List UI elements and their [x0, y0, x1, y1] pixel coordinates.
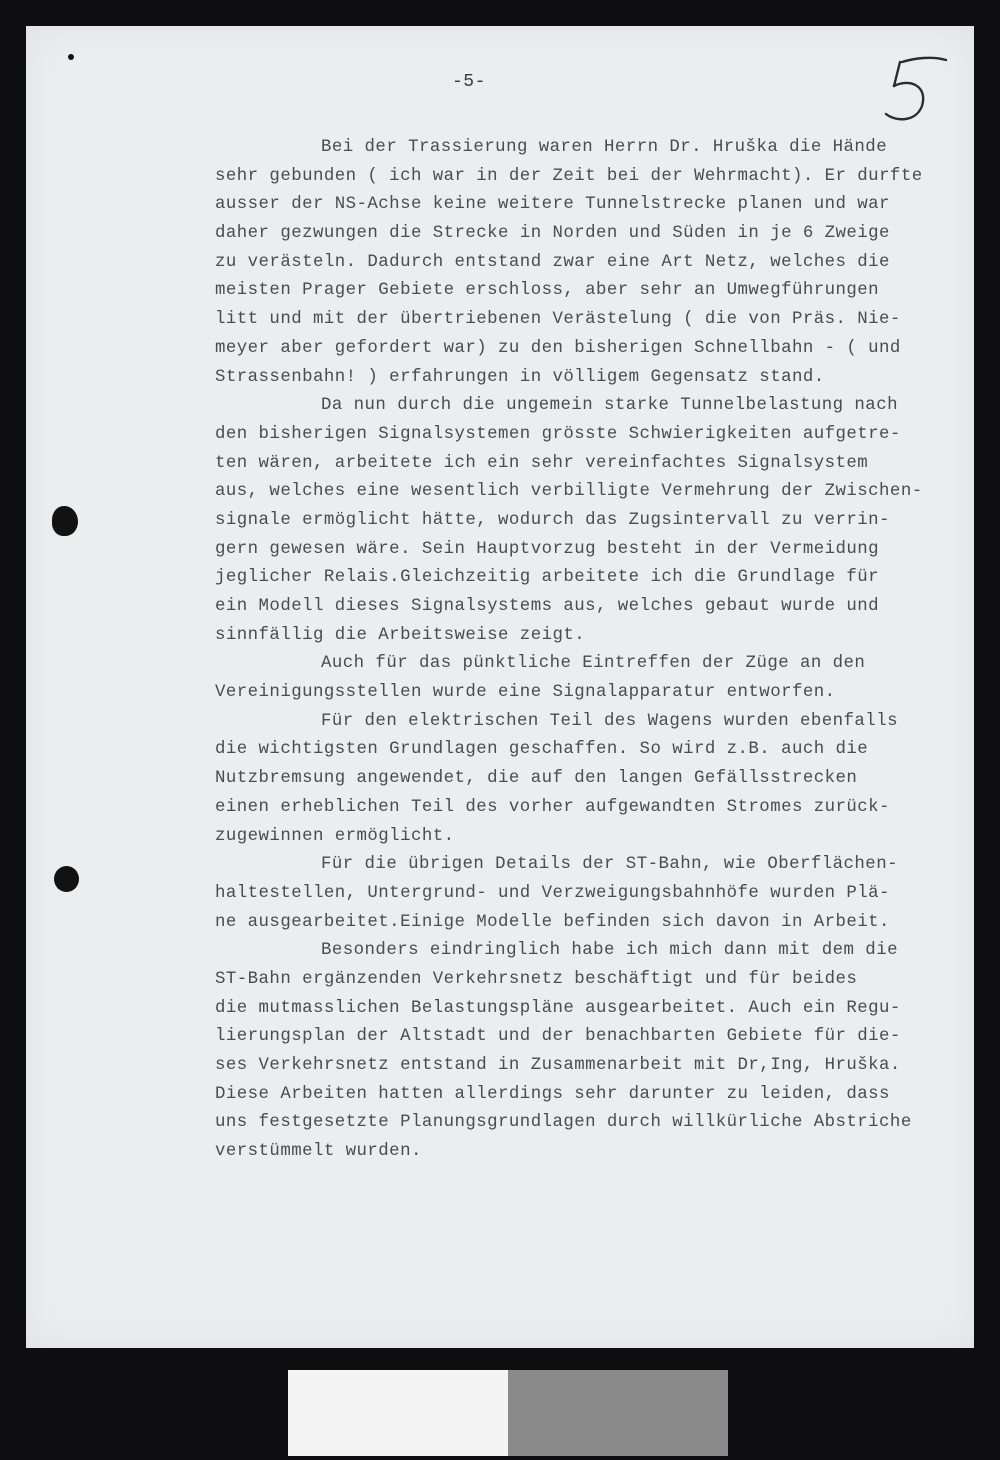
text-line: einen erheblichen Teil des vorher aufgewandten Stromes zurück-: [215, 797, 890, 817]
punch-hole-upper: [52, 506, 78, 536]
typed-body-text: [215, 134, 975, 1167]
text-line: die wichtigsten Grundlagen geschaffen. So wird z.B. auch die: [215, 740, 869, 760]
text-line: zu verästeln. Dadurch entstand zwar eine Art Netz, welches die: [215, 252, 890, 272]
text-line: verstümmelt wurden.: [215, 1142, 422, 1162]
small-ink-dot: [68, 54, 74, 60]
color-swatch-gray: [508, 1370, 728, 1456]
handwritten-page-number: [860, 50, 950, 130]
text-line: Für die übrigen Details der ST-Bahn, wie Oberflächen-: [321, 855, 898, 875]
text-line: Bei der Trassierung waren Herrn Dr. Hruška die Hände: [321, 138, 888, 157]
color-swatch-white: [288, 1370, 508, 1456]
text-line: ten wären, arbeitete ich ein sehr vereinfachtes Signalsystem: [215, 453, 869, 473]
text-line: Da nun durch die ungemein starke Tunnelbelastung nach: [321, 396, 898, 416]
text-line: Auch für das pünktliche Eintreffen der Züge an den: [321, 654, 866, 674]
text-line: meyer aber gefordert war) zu den bisherigen Schnellbahn - ( und: [215, 338, 901, 358]
text-line: sinnfällig die Arbeitsweise zeigt.: [215, 625, 586, 645]
text-line: den bisherigen Signalsystemen grösste Schwierigkeiten aufgetre-: [215, 424, 901, 444]
text-line: haltestellen, Untergrund- und Verzweigungsbahnhöfe wurden Plä-: [215, 883, 890, 903]
text-line: Diese Arbeiten hatten allerdings sehr darunter zu leiden, dass: [215, 1084, 890, 1104]
text-line: ein Modell dieses Signalsystems aus, welches gebaut wurde und: [215, 597, 880, 616]
text-line: lierungsplan der Altstadt und der benachbarten Gebiete für die-: [215, 1027, 901, 1047]
text-line: Vereinigungsstellen wurde eine Signalapparatur entworfen.: [215, 683, 836, 703]
text-line: gern gewesen wäre. Sein Hauptvorzug besteht in der Vermeidung: [215, 539, 880, 559]
text-line: meisten Prager Gebiete erschloss, aber sehr an Umwegführungen: [215, 281, 880, 301]
text-line: signale ermöglicht hätte, wodurch das Zugsintervall zu verrin-: [215, 510, 890, 530]
text-line: litt und mit der übertriebenen Verästelung ( die von Präs. Nie-: [215, 310, 901, 330]
text-line: aus, welches eine wesentlich verbilligte Vermehrung der Zwischen-: [215, 482, 923, 502]
text-line: Nutzbremsung angewendet, die auf den langen Gefällsstrecken: [215, 769, 858, 789]
text-line: ST-Bahn ergänzenden Verkehrsnetz beschäftigt und für beides: [215, 969, 858, 989]
document-page: [26, 26, 974, 1348]
text-line: uns festgesetzte Planungsgrundlagen durch willkürliche Abstriche: [215, 1113, 912, 1133]
text-line: sehr gebunden ( ich war in der Zeit bei der Wehrmacht). Er durfte: [215, 166, 923, 186]
text-line: Strassenbahn! ) erfahrungen in völligem Gegensatz stand.: [215, 367, 825, 387]
text-line: ausser der NS-Achse keine weitere Tunnelstrecke planen und war: [215, 195, 890, 215]
text-line: jeglicher Relais.Gleichzeitig arbeitete ich die Grundlage für: [215, 568, 880, 588]
text-line: zugewinnen ermöglicht.: [215, 826, 455, 846]
page-number: -5-: [452, 72, 486, 92]
text-line: ne ausgearbeitet.Einige Modelle befinden sich davon in Arbeit.: [215, 912, 890, 932]
punch-hole-lower: [54, 866, 79, 892]
text-line: Für den elektrischen Teil des Wagens wurden ebenfalls: [321, 711, 898, 731]
text-line: ses Verkehrsnetz entstand in Zusammenarbeit mit Dr,Ing, Hruška.: [215, 1056, 901, 1075]
text-line: Besonders eindringlich habe ich mich dann mit dem die: [321, 941, 898, 961]
text-line: daher gezwungen die Strecke in Norden und Süden in je 6 Zweige: [215, 224, 890, 244]
text-line: die mutmasslichen Belastungspläne ausgearbeitet. Auch ein Regu-: [215, 998, 901, 1018]
